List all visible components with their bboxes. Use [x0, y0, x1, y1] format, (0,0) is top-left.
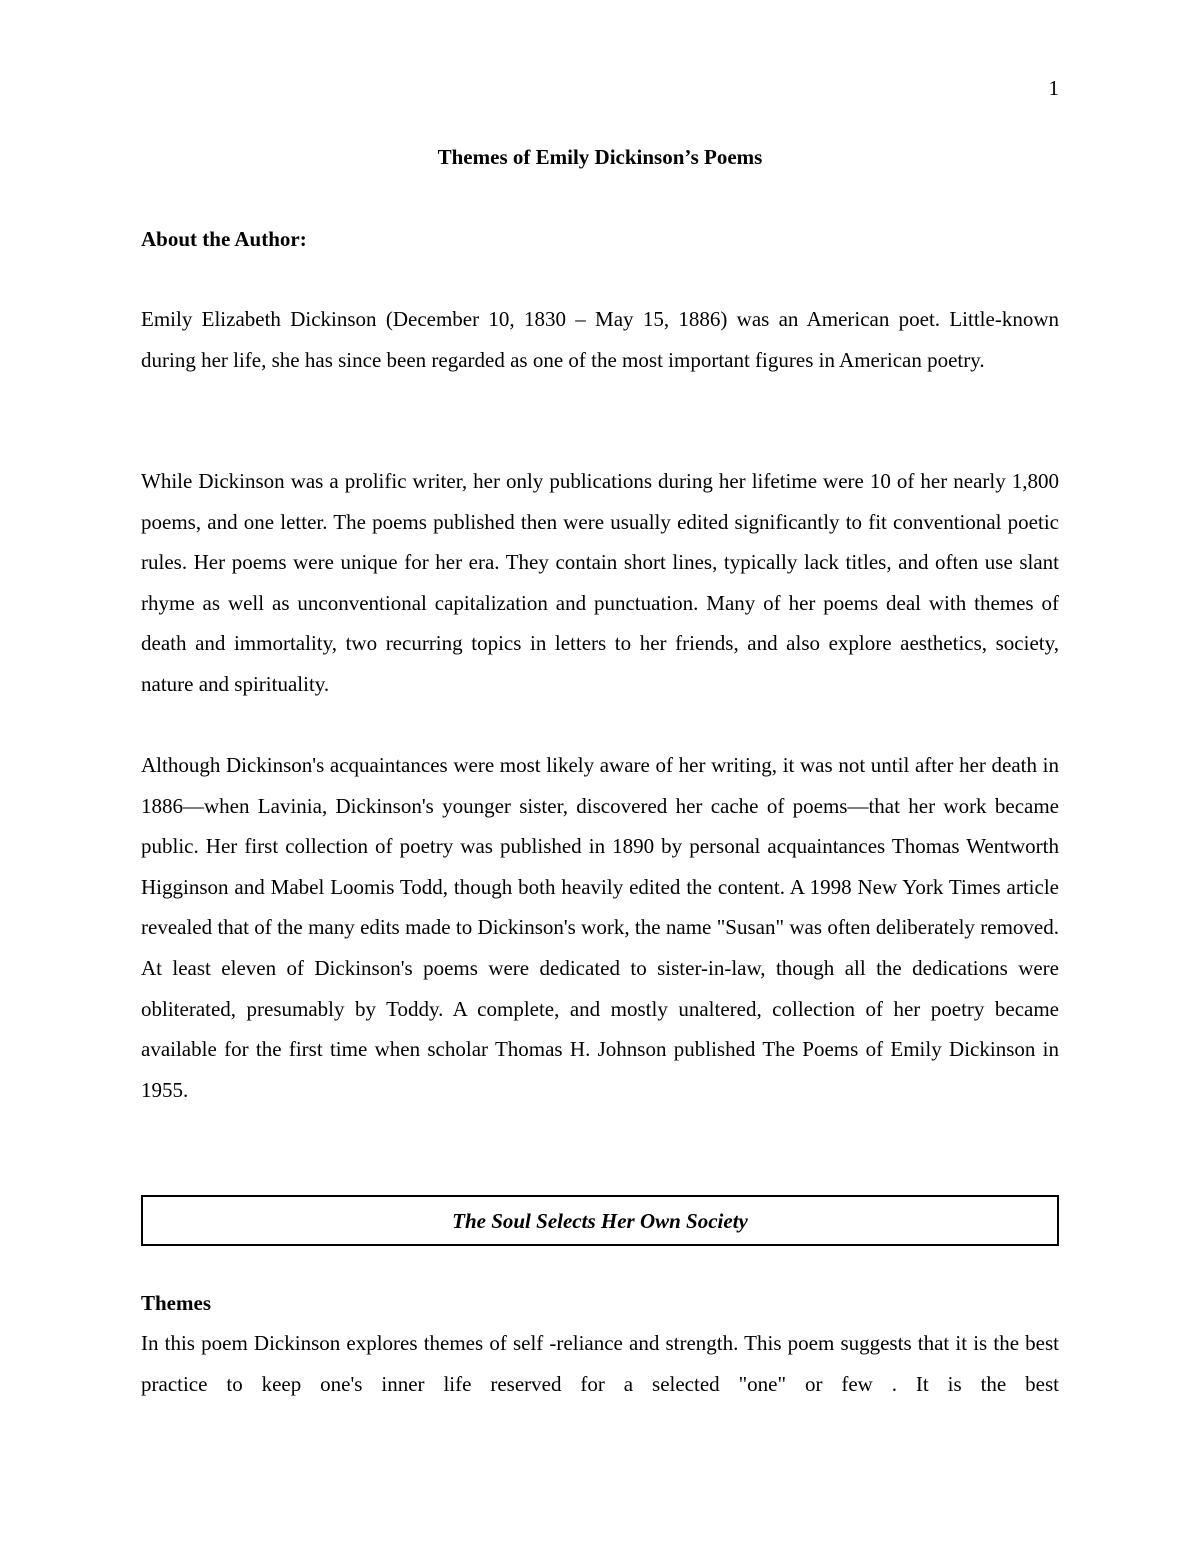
about-author-heading: About the Author: [141, 227, 307, 251]
poem-title: The Soul Selects Her Own Society [452, 1208, 748, 1233]
bio-paragraph-1: Emily Elizabeth Dickinson (December 10, 1830 – May 15, 1886) was an American poet. Little-known during her life, she has since been regarded as one of the most important figures in American poetry. [141, 307, 1059, 372]
bio-paragraph-3: Although Dickinson's acquaintances were most likely aware of her writing, it was not until after her death in 1886—when Lavinia, Dickinson's younger sister, discovered her cache of poems—that her work became public. Her first collection of poetry was published in 1890 by personal acquaintances Thomas Wentworth Higginson and Mabel Loomis Todd, though both heavily edited the content. A 1998 New York Times article revealed that of the many edits made to Dickinson's work, the name "Susan" was often deliberately removed. At least eleven of Dickinson's poems were dedicated to sister-in-law, though all the dedications were obliterated, presumably by Toddy. A complete, and mostly unaltered, collection of her poetry became available for the first time when scholar Thomas H. Johnson published The Poems of Emily Dickinson in 1955. [141, 753, 1059, 1102]
bio-paragraph-2: While Dickinson was a prolific writer, her only publications during her lifetime were 10 of her nearly 1,800 poems, and one letter. The poems published then were usually edited significantly to fit conventional poetic rules. Her poems were unique for her era. They contain short lines, typically lack titles, and often use slant rhyme as well as unconventional capitalization and punctuation. Many of her poems deal with themes of death and immortality, two recurring topics in letters to her friends, and also explore aesthetics, society, nature and spirituality. [141, 469, 1059, 696]
poem-title-box [141, 1195, 1059, 1246]
page-number: 1 [1048, 76, 1059, 100]
document-title: Themes of Emily Dickinson’s Poems [437, 145, 763, 169]
themes-paragraph: In this poem Dickinson explores themes of self -reliance and strength. This poem suggests that it is the best practice to keep one's inner life reserved for a selected "one" or few . It is the best [141, 1331, 1059, 1396]
themes-heading: Themes [141, 1291, 211, 1315]
